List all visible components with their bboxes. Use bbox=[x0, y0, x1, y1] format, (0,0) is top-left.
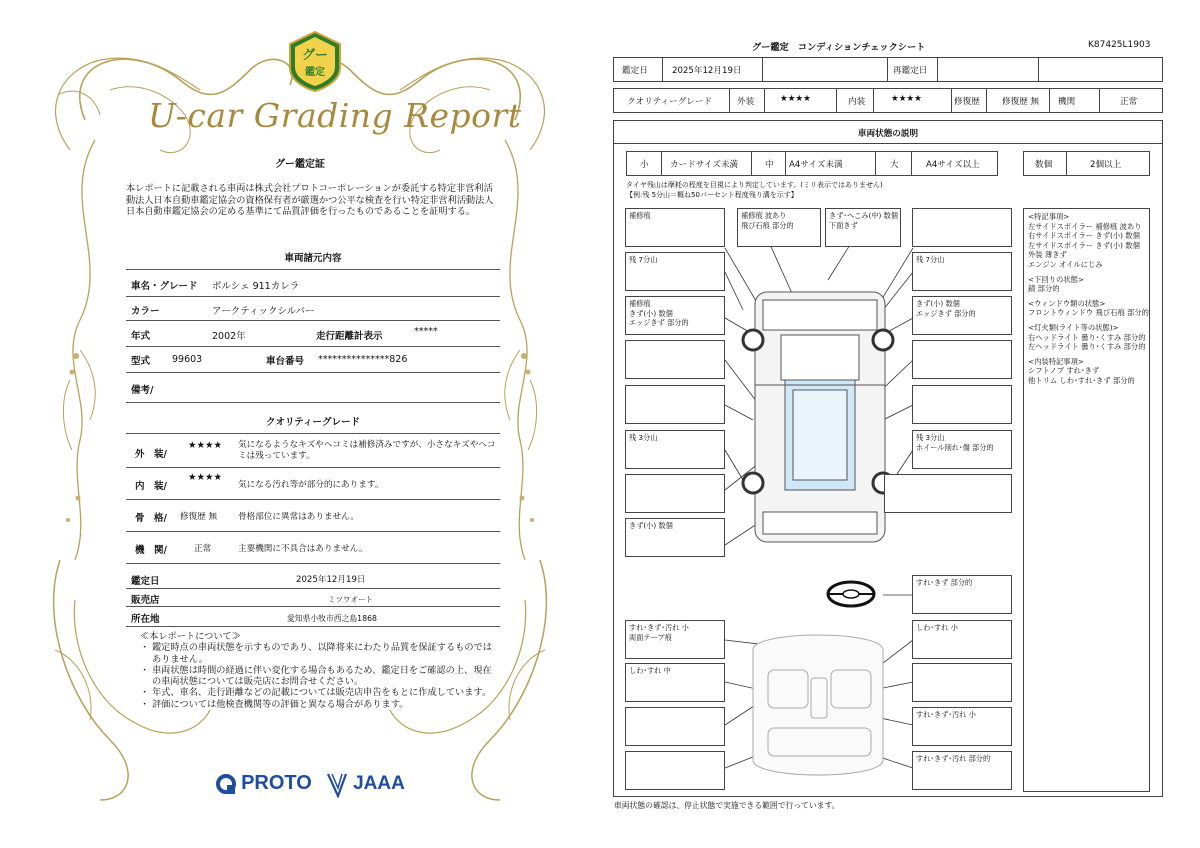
remarks-line: エンジン オイルにじみ bbox=[1028, 259, 1103, 269]
color-value: アークティックシルバー bbox=[212, 306, 315, 317]
remarks-line: <灯火類(ライト等の状態)> bbox=[1028, 322, 1119, 332]
note-box bbox=[912, 663, 1012, 702]
exterior-label: 外 装/ bbox=[135, 449, 167, 460]
size-large: 大 bbox=[890, 160, 899, 170]
remarks-line: シフトノブ すれ･きず bbox=[1028, 366, 1100, 376]
sheet-code: K87425L1903 bbox=[1088, 40, 1151, 50]
mileage-label: 走行距離計表示 bbox=[316, 331, 383, 342]
interior-stars: ★★★★ bbox=[188, 472, 223, 483]
svg-text:グー: グー bbox=[301, 48, 329, 63]
note-box: きず(小) 数個 エッジきず 部分的 bbox=[912, 296, 1012, 335]
note-box: すれ･きず 部分的 bbox=[912, 575, 1012, 614]
jaaa-mark-icon bbox=[326, 770, 348, 798]
car-top-view bbox=[755, 292, 885, 542]
note-box: 残 7分山 bbox=[912, 252, 1012, 291]
remarks-line: 左ヘッドライト 曇り･くすみ 部分的 bbox=[1028, 342, 1146, 352]
dealer-label: 販売店 bbox=[131, 595, 160, 606]
car-name-label: 車名・グレード bbox=[131, 281, 198, 292]
logo-text: 鑑定 bbox=[305, 67, 325, 78]
divider bbox=[126, 296, 500, 297]
note-box: 補修痕 波あり 飛び石痕 部分的 bbox=[737, 208, 821, 247]
remarks-line: 右ヘッドライト 曇り･くすみ 部分的 bbox=[1028, 332, 1146, 342]
note-box bbox=[625, 474, 725, 513]
model-label: 型式 bbox=[131, 356, 151, 367]
divider bbox=[126, 626, 500, 627]
size-mid: 中 bbox=[765, 160, 774, 170]
remarks-line: 右サイドスポイラー きず(小) 数個 bbox=[1028, 231, 1140, 241]
chassis-value: ***************826 bbox=[318, 354, 408, 365]
remarks-line: 左サイドスポイラー 補修痕 波あり bbox=[1028, 221, 1142, 231]
note-box: 残 3分山 ホイール削れ･傷 部分的 bbox=[912, 430, 1012, 469]
proto-wordmark: PROTO bbox=[241, 772, 312, 794]
sheet-title: グー鑑定 コンディションチェックシート bbox=[752, 42, 926, 53]
int-label: 内装 bbox=[848, 97, 866, 107]
interior-label: 内 装/ bbox=[135, 481, 167, 492]
frame-status: 修復歴 無 bbox=[180, 512, 218, 522]
remarks-list bbox=[1028, 212, 1158, 386]
repair-value: 修復歴 無 bbox=[1002, 97, 1040, 107]
note-box: 補修痕 きず(小) 数個 エッジきず 部分的 bbox=[625, 296, 725, 335]
jaaa-logo bbox=[326, 770, 405, 800]
dealer-value: ミツワオート bbox=[328, 595, 373, 604]
about-title: ≪本レポートについて≫ bbox=[140, 631, 241, 642]
ext-stars: ★★★★ bbox=[780, 94, 811, 104]
note-box bbox=[912, 208, 1012, 247]
divider bbox=[126, 563, 500, 564]
grade-label: クオリティーグレード bbox=[627, 97, 713, 107]
color-label: カラー bbox=[131, 306, 160, 317]
count-value: 2個以上 bbox=[1090, 160, 1122, 170]
proto-mark-icon bbox=[216, 773, 236, 795]
engine-label: 機関 bbox=[1058, 97, 1076, 107]
address-value: 愛知県小牧市西之島1868 bbox=[287, 614, 378, 623]
date-label: 鑑定日 bbox=[131, 576, 160, 587]
int-stars: ★★★★ bbox=[891, 94, 922, 104]
divider bbox=[126, 531, 500, 532]
size-small-desc: カードサイズ未満 bbox=[670, 160, 739, 170]
year-label: 年式 bbox=[131, 331, 151, 342]
size-mid-desc: A4サイズ未満 bbox=[789, 160, 843, 170]
exterior-stars: ★★★★ bbox=[188, 440, 223, 451]
remarks-line: <下回りの状態> bbox=[1028, 274, 1085, 284]
divider bbox=[613, 143, 1163, 144]
condition-title: 車両状態の説明 bbox=[857, 129, 919, 139]
about-item: ・ 評価については他検査機関等の評価と異なる場合があります。 bbox=[140, 699, 500, 710]
note-box: 残 7分山 bbox=[625, 252, 725, 291]
ext-label: 外装 bbox=[737, 97, 755, 107]
about-item: ・ 鑑定時点の車両状態を示すものであり、以降将来にわたり品質を保証するものではありません。 bbox=[140, 642, 500, 665]
note-box bbox=[912, 385, 1012, 424]
note-box bbox=[884, 474, 1012, 513]
remarks-line: <ウィンドウ類の状態> bbox=[1028, 298, 1106, 308]
note-box: しわ･すれ 小 bbox=[912, 620, 1012, 659]
reinspect-label: 再鑑定日 bbox=[893, 66, 928, 76]
note-box bbox=[625, 385, 725, 424]
engine-label: 機 関/ bbox=[135, 545, 167, 556]
car-interior-view bbox=[753, 635, 883, 775]
engine-value: 正常 bbox=[1120, 97, 1138, 107]
model-value: 99603 bbox=[172, 354, 203, 365]
address-label: 所在地 bbox=[131, 614, 160, 625]
divider bbox=[126, 402, 500, 403]
note-box bbox=[625, 751, 725, 790]
about-item: ・ 年式、車名、走行距離などの記載については販売店申告をもとに作成しています。 bbox=[140, 687, 500, 698]
remarks-line: <内装特記事項> bbox=[1028, 356, 1085, 366]
remarks-line: 錆 部分的 bbox=[1028, 284, 1060, 294]
divider bbox=[126, 269, 500, 270]
note-box bbox=[912, 340, 1012, 379]
note-box bbox=[625, 707, 725, 746]
divider bbox=[126, 467, 500, 468]
sheet-footer: 車両状態の確認は、停止状態で実施できる範囲で行っています。 bbox=[614, 801, 840, 810]
certificate-intro: 本レポートに記載される車両は株式会社プロトコーポレーションが委託する特定非営利活動法人日本自動車鑑定協会の資格保有者が厳選かつ公平な検査を行い特定非営利活動法人日本自動車鑑定協会の定める基準にて品質評価を行ったものであることを証明する。 bbox=[126, 183, 494, 217]
divider bbox=[126, 606, 500, 607]
report-notes bbox=[140, 631, 500, 710]
certificate-title: U-car Grading Report bbox=[148, 96, 522, 135]
note-box: 補修痕 bbox=[625, 208, 725, 247]
engine-text: 主要機関に不具合はありません。 bbox=[238, 544, 368, 554]
jaaa-wordmark: JAAA bbox=[353, 773, 405, 794]
exterior-text: 気になるようなキズやヘコミは補修済みですが、小さなキズやヘコミは残っています。 bbox=[238, 440, 496, 461]
date-value: 2025年12月19日 bbox=[296, 575, 366, 585]
note-box: すれ･きず･汚れ 小 bbox=[912, 707, 1012, 746]
steering-wheel-icon bbox=[828, 582, 874, 606]
inspect-date-label: 鑑定日 bbox=[622, 66, 648, 76]
mileage-value: ***** bbox=[414, 326, 438, 337]
note-box bbox=[625, 340, 725, 379]
size-large-desc: A4サイズ以上 bbox=[926, 160, 980, 170]
frame-text: 骨格部位に異常はありません。 bbox=[238, 512, 359, 522]
divider bbox=[126, 320, 500, 321]
note-box: すれ･きず･汚れ 小 両面テープ痕 bbox=[625, 620, 725, 659]
divider bbox=[126, 372, 500, 373]
inspect-date: 2025年12月19日 bbox=[672, 66, 742, 76]
engine-status: 正常 bbox=[194, 544, 212, 554]
note-box: しわ･すれ 中 bbox=[625, 663, 725, 702]
quality-title: クオリティーグレード bbox=[265, 417, 361, 428]
repair-label: 修復歴 bbox=[954, 97, 980, 107]
remarks-line: <特記事項> bbox=[1028, 212, 1070, 221]
divider bbox=[126, 499, 500, 500]
goo-kantei-logo bbox=[286, 30, 344, 92]
about-item: ・ 車両状態は時間の経過に伴い変化する場合もあるため、鑑定日をご確認の上、現在の車両状態については販売店にお問合せください。 bbox=[140, 665, 500, 688]
size-small: 小 bbox=[640, 160, 649, 170]
note-box: きず(小) 数個 bbox=[625, 518, 725, 557]
car-name: ポルシェ 911カレラ bbox=[212, 281, 300, 292]
remarks-line: 外装 薄きず bbox=[1028, 250, 1067, 260]
tire-note-example: 【例:残 5分山＝概ね50パーセント程度残り溝を示す】 bbox=[626, 191, 798, 199]
tire-note: タイヤ残山は摩耗の程度を目視により判定しています。(ミリ表示ではありません) bbox=[626, 181, 883, 189]
year-value: 2002年 bbox=[212, 331, 246, 342]
note-box: 残 3分山 bbox=[625, 430, 725, 469]
proto-logo bbox=[216, 772, 312, 800]
note-box: すれ･きず･汚れ 部分的 bbox=[912, 751, 1012, 790]
count-label: 数個 bbox=[1035, 160, 1053, 170]
remarks-line: 左サイドスポイラー きず(小) 数個 bbox=[1028, 240, 1140, 250]
divider bbox=[126, 588, 500, 589]
divider bbox=[126, 433, 500, 434]
chassis-label: 車台番号 bbox=[266, 356, 305, 367]
frame-label: 骨 格/ bbox=[135, 513, 167, 524]
spec-title: 車両諸元内容 bbox=[284, 253, 342, 264]
certificate-heading: グー鑑定証 bbox=[275, 159, 325, 170]
remarks-label: 備考/ bbox=[131, 385, 154, 396]
interior-text: 気になる汚れ等が部分的にあります。 bbox=[238, 480, 384, 490]
remarks-line: フロントウィンドウ 飛び石痕 部分的 bbox=[1028, 308, 1149, 318]
note-box: きず･へこみ(中) 数個 下面きず bbox=[825, 208, 901, 247]
remarks-line: 他トリム しわ･すれ･きず 部分的 bbox=[1028, 375, 1135, 385]
divider bbox=[126, 346, 500, 347]
